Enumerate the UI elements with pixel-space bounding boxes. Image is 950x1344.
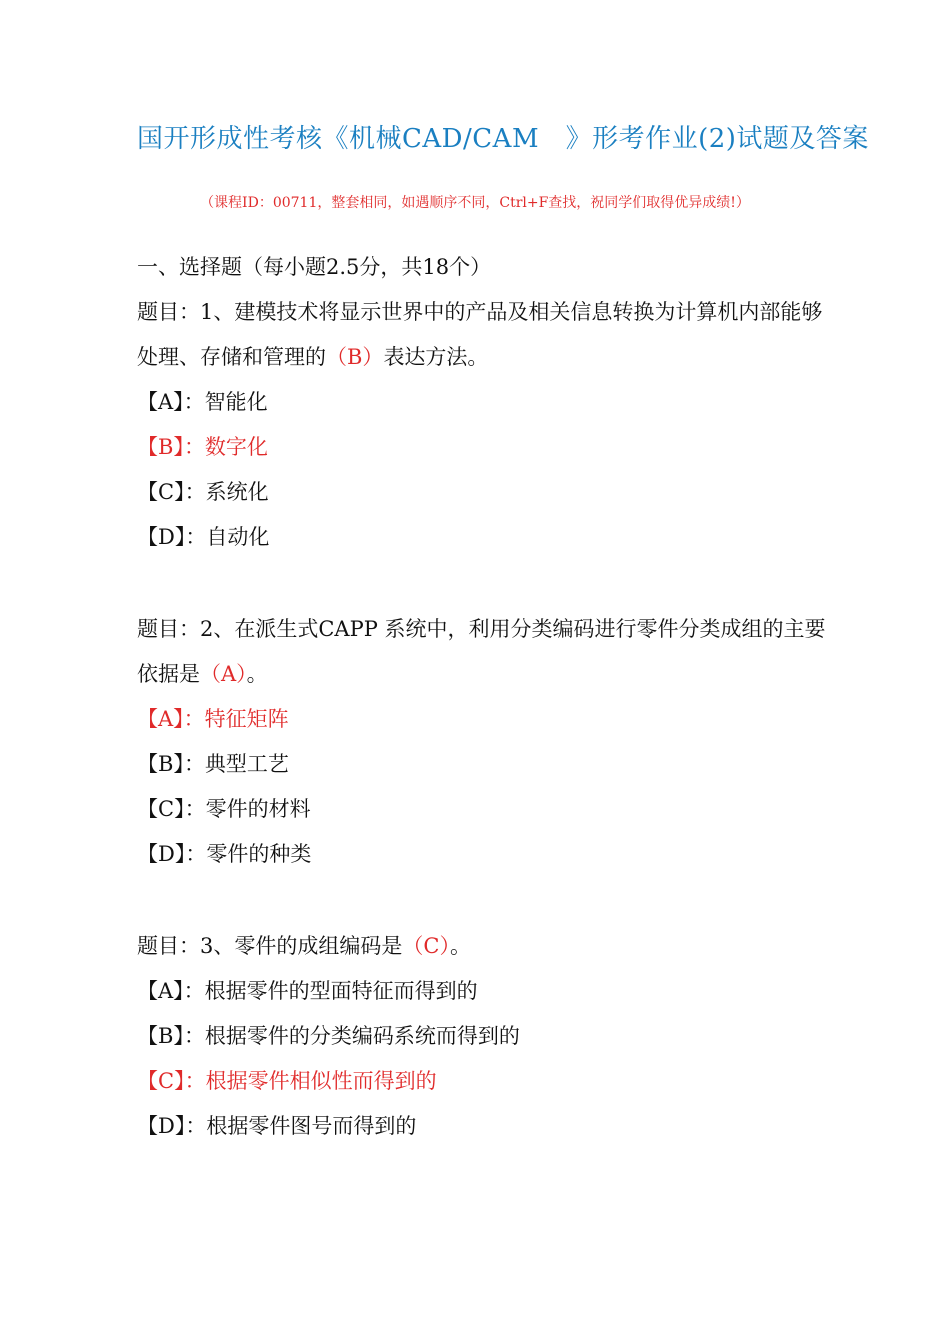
section-heading: 一、选择题（每小题2.5分，共18个） — [137, 255, 492, 279]
option-text: ：根据零件相似性而得到的 — [184, 1069, 437, 1093]
question-2-option-b — [137, 752, 289, 777]
option-label: 【B】 — [137, 1024, 184, 1048]
question-1-stem-tail: 表达方法。 — [383, 345, 489, 369]
option-text: ：零件的材料 — [184, 797, 311, 821]
option-label: 【B】 — [137, 435, 184, 459]
question-2-stem-text: 依据是 — [137, 662, 200, 686]
option-text: ：数字化 — [183, 435, 268, 459]
question-3-option-d — [137, 1114, 416, 1139]
question-3-option-c-correct — [137, 1069, 437, 1094]
option-text: ：根据零件图号而得到的 — [185, 1114, 417, 1138]
option-text: ：智能化 — [183, 390, 268, 414]
option-text: ：根据零件的型面特征而得到的 — [183, 979, 478, 1003]
question-1-stem-line2 — [137, 345, 488, 370]
question-2-stem-line1: 题目：2、在派生式CAPP 系统中，利用分类编码进行零件分类成组的主要 — [137, 617, 826, 641]
option-label: 【B】 — [137, 752, 184, 776]
option-label: 【A】 — [137, 707, 184, 731]
option-text: ：特征矩阵 — [183, 707, 289, 731]
option-label: 【D】 — [137, 842, 186, 866]
question-3-option-b — [137, 1024, 520, 1049]
question-3-stem-tail: 。 — [449, 934, 471, 958]
question-2-stem-tail: 。 — [246, 662, 268, 686]
option-label: 【C】 — [137, 797, 185, 821]
option-label: 【A】 — [137, 390, 184, 414]
question-1-stem-line1: 题目：1、建模技术将显示世界中的产品及相关信息转换为计算机内部能够 — [137, 300, 823, 324]
option-label: 【C】 — [137, 1069, 185, 1093]
option-text: ：系统化 — [184, 480, 269, 504]
question-3-option-a — [137, 979, 478, 1004]
document-title: 国开形成性考核《机械CAD/CAM 》形考作业(2)试题及答案 — [137, 124, 869, 154]
question-1-option-a — [137, 390, 268, 415]
option-text: ：自动化 — [185, 525, 270, 549]
option-text: ：零件的种类 — [185, 842, 312, 866]
question-2-answer: （A） — [200, 662, 247, 686]
question-1-answer: （B） — [326, 345, 384, 369]
option-label: 【D】 — [137, 525, 186, 549]
option-label: 【C】 — [137, 480, 185, 504]
question-2-option-a-correct — [137, 707, 289, 732]
question-2-option-c — [137, 797, 311, 822]
option-text: ：根据零件的分类编码系统而得到的 — [183, 1024, 520, 1048]
option-label: 【A】 — [137, 979, 184, 1003]
question-1-option-b-correct — [137, 435, 268, 460]
question-3-stem-text: 题目：3、零件的成组编码是 — [137, 934, 403, 958]
question-1-option-c — [137, 480, 269, 505]
question-1-option-d — [137, 525, 269, 550]
option-text: ：典型工艺 — [183, 752, 289, 776]
question-1-stem-text: 处理、存储和管理的 — [137, 345, 326, 369]
question-2-stem-line2 — [137, 662, 268, 687]
question-3-stem-line1 — [137, 934, 471, 959]
question-2-option-d — [137, 842, 311, 867]
question-3-answer: （C） — [402, 934, 450, 958]
option-label: 【D】 — [137, 1114, 186, 1138]
course-notice: （课程ID：00711，整套相同，如遇顺序不同，Ctrl+F查找，祝同学们取得优异成绩!） — [200, 195, 750, 211]
